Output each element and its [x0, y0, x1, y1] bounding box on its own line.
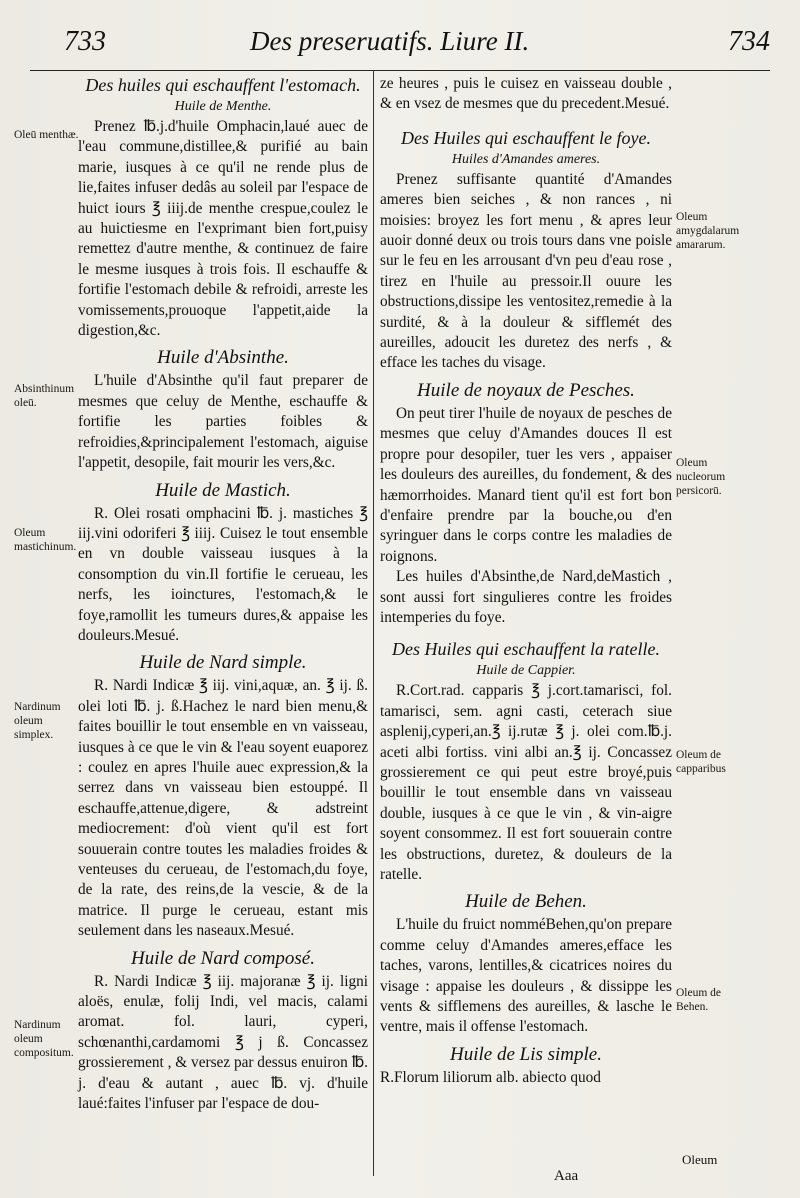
section-heading-foye: Des Huiles qui eschauffent le foye.	[401, 127, 651, 148]
page-number-right: 734	[728, 26, 770, 57]
margin-note-absinthe: Absinthinum oleū.	[14, 383, 75, 409]
paragraph-nard-compose: R. Nardi Indicæ ℥ iij. majoranæ ℥ ij. ligni aloës, enulæ, folij Indi, vel macis, calami aromat. fol. lauri, cyperi, schœnanthi,cardamomi ℥ j ß. Concassez grossierement , & versez par dessus enuiron ℔. j. d'eau & autant , auec ℔. vj. d'huile laué:faites l'infuser par l'espace de dou-	[78, 972, 368, 1113]
margin-note-lis: Oleum	[682, 1152, 718, 1167]
paragraph-amandes: Prenez suffisante quantité d'Amandes ameres bien seiches , & non rances , ni moisies: broyez les fort menu , & apres leur auoir donné deux ou trois tours dans vne poisle sur le feu en les arrousant d'vn peu d'eau rose , tirez en l'huile au pressoir.Il ouure les obstructions,dissipe les ventositez,remedie à la surdité, & à la douleur & sifflemét des aureilles, adoucit les duretez des nerfs , & efface les taches du visage.	[380, 170, 672, 372]
paragraph-cappriers: R.Cort.rad. capparis ℥ j.cort.tamarisci, fol. tamarisci, sem. agni casti, ceterach siue asplenij,cyperi,an.℥ ij.rutæ ℥ j. olei com.℔.j. aceti albi fortiss. vini albi an.℥ ij. Concassez grossierement ce qui peut estre broyé,puis bouillir le tout ensemble dans vn vaisseau double, iusques à ce que le vin , & vin-aigre soyent consommez. Il est fort souuerain contre les obstructions, duretez, & douleurs de la ratelle.	[380, 682, 672, 883]
margin-note-menthe: Oleū menthæ.	[14, 129, 79, 141]
section-heading-ratelle: Des Huiles qui eschauffent la ratelle.	[392, 639, 660, 660]
paragraph-huiles-foye: Les huiles d'Absinthe,de Nard,deMastich , sont aussi fort singulieres contre les froides intemperies du foye.	[380, 568, 672, 626]
subheading-amandes: Huiles d'Amandes ameres.	[451, 151, 601, 167]
heading-nard-compose: Huile de Nard composé.	[131, 947, 315, 969]
paragraph-continuation: ze heures , puis le cuisez en vaisseau double , & en vsez de mesmes que du precedent.Mesué.	[380, 75, 672, 113]
heading-absinthe: Huile d'Absinthe.	[157, 347, 289, 369]
paragraph-behen: L'huile du fruict nomméBehen,qu'on prepare comme celuy d'Amandes ameres,efface les taches, varons, lentilles,& cicatrices noires du visage : appaise les douleurs , & dissippe les vents & sifflemens des aureilles, & lasche le ventre, mais il offense l'estomach.	[380, 916, 672, 1036]
margin-note-amandes: Oleum amygdalarum amararum.	[676, 211, 740, 251]
column-divider	[373, 70, 374, 1176]
right-column	[380, 74, 672, 1088]
margin-note-nard-compose: Nardinum oleum compositum.	[14, 1019, 74, 1059]
paragraph-pesches: On peut tirer l'huile de noyaux de pesches de mesmes que celuy d'Amandes douces Il est propre pour desopiler, tuer les vers , appaiser les douleurs des aureilles, du fondement, & des hæmorrhoides. Manard tient qu'il est fort bon d'enfaire prendre par la bouche,ou d'en syringuer dans le corps contre les maladies de roignons.	[380, 404, 672, 565]
paragraph-lis: R.Florum liliorum alb. abiecto quod	[380, 1068, 601, 1086]
paragraph-nard-simple: R. Nardi Indicæ ℥ iij. vini,aquæ, an. ℥ ij. ß. olei loti ℔. j. ß.Hachez le nard bien menu,& faites bouillir le tout ensemble en vn vaisseau, iusques à ce que le vin & l'eau soyent euaporez : coulez en apres l'huile auec expression,& la serrez dans vn vaisseau bien estouppé. Il eschauffe,attenue,digere, & adstreint mediocrement: d'où vient qu'il est fort souuerain contre toutes les maladies froides & venteuses du cerueau, de l'estomach,du foye, de la rate, des reins,de la vescie, & de la matrice. Il purge le cerueau, estant mis seulement dans les naseaux.Mesué.	[78, 677, 368, 940]
heading-behen: Huile de Behen.	[465, 891, 587, 913]
subheading-menthe: Huile de Menthe.	[174, 99, 272, 114]
heading-nard-simple: Huile de Nard simple.	[139, 652, 307, 674]
margin-note-pesches: Oleum nucleorum persicorū.	[676, 457, 726, 497]
subheading-cappriers: Huile de Cappier.	[476, 663, 576, 679]
heading-lis: Huile de Lis simple.	[450, 1043, 602, 1065]
heading-mastich: Huile de Mastich.	[155, 479, 291, 501]
margin-note-cappriers: Oleum de capparibus	[676, 749, 726, 775]
margin-note-mastich: Oleum mastichinum.	[14, 527, 77, 553]
margin-note-nard-simple: Nardinum oleum simplex.	[14, 701, 61, 741]
section-heading-estomach: Des huiles qui eschauffent l'estomach.	[85, 75, 361, 95]
page-number-left: 733	[64, 26, 106, 57]
page-header	[30, 22, 770, 71]
signature-mark: Aaa	[554, 1168, 579, 1184]
heading-pesches: Huile de noyaux de Pesches.	[417, 379, 635, 401]
running-title: Des preseruatifs. Liure II.	[250, 26, 530, 56]
paragraph-mastich: R. Olei rosati omphacini ℔. j. mastiches ℥ iij.vini odoriferi ℥ iiij. Cuisez le tout ensemble en vn double vaisseau iusques à la consomption du vin.Il fortifie le cerueau, les nerfs, les ioinctures, l'estomach,& le foye,ramollit les tumeurs dures,& appaise les douleurs.Mesué.	[78, 504, 368, 644]
paragraph-menthe: Prenez ℔.j.d'huile Omphacin,laué auec de l'eau commune,distillee,& purifié au bain marie, iusques à ce qu'il ne rende plus de lie,faites infuser dedâs au soleil par l'espace de huict iours ℥ iiij.de menthe crespue,coulez le au huictiesme en l'exprimant bien fort,puisy remettez d'autre menthe, & continuez de faire le mesme iusques à trois fois. Il eschauffe & fortifie l'estomach debile & refroidi, arreste les vomissements,prouoque l'appetit,aide la digestion,&c.	[78, 118, 368, 340]
paragraph-absinthe: L'huile d'Absinthe qu'il faut preparer de mesmes que celuy de Menthe, eschauffe & fortifie les parties foibles & refroidies,&principalement l'estomach, aiguise l'appetit, desopile, fait mourir les vers,&c.	[78, 372, 368, 472]
left-column	[78, 74, 368, 1114]
margin-note-behen: Oleum de Behen.	[676, 987, 722, 1013]
